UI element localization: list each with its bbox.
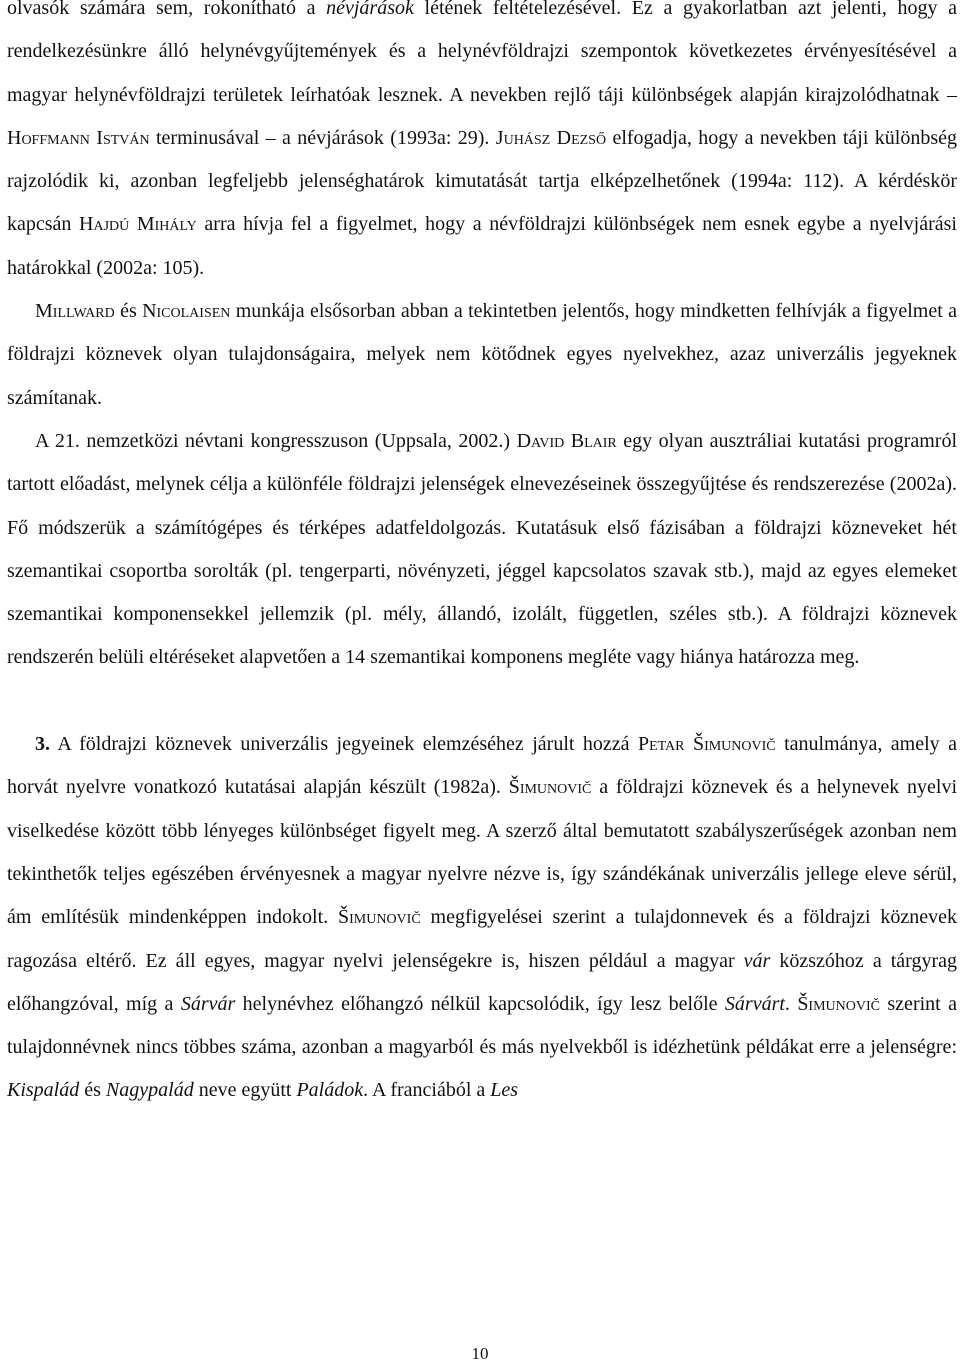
page-number: 10	[471, 1344, 489, 1363]
text-run: arra hívja fel a figyelmet, hogy a névföldrajzi különbségek nem esnek egybe a nyelvjárási határokkal (2002a: 105).	[7, 213, 957, 279]
author-name: Hajdú Mihály	[79, 213, 197, 236]
text-run: tanulmánya, amely a horvát nyelvre vonatkozó kutatásai alapján készült (1982a).	[7, 733, 957, 799]
author-name: Šimunovič	[508, 776, 592, 799]
text-run: olvasók számára sem, rokonítható a	[7, 0, 327, 19]
italic-term: Kispalád	[7, 1079, 80, 1102]
italic-term: Sárvárt	[724, 992, 785, 1015]
text-run: szerint a tulajdonnévnek nincs többes száma, azonban a magyarból és más nyelvekből is idézhetünk példákat erre a jelenségre:	[7, 992, 957, 1059]
author-name: David Blair	[516, 429, 617, 452]
author-name: Petar Šimunovič	[637, 733, 776, 756]
text-run: létének feltételezésével. Ez a gyakorlatban azt jelenti, hogy a rendelkezésünkre álló helynévgyűjtemények és a helynévföldrajzi szempontok következetes érvényesítésével a magyar helynévföldrajzi területek leírhatóak lesznek. A nevekben rejlő táji különbségek alapján kirajzolódhatnak –	[7, 0, 957, 106]
text-run: A földrajzi köznevek univerzális jegyeinek elemzéséhez járult hozzá	[50, 733, 638, 756]
italic-term: Les	[490, 1079, 519, 1102]
paragraph-2	[7, 290, 957, 420]
text-run: . A franciából a	[363, 1079, 491, 1102]
text-run: a földrajzi köznevek és a helynevek nyelvi viselkedése között több lényeges különbséget figyelt meg. A szerző által bemutatott szabályszerűségek azonban nem tekinthetők teljes egészében érvényesnek a magyar nyelvre nézve is, így szándékának univerzális jellege eleve sérül, ám említésük mindenképpen indokolt.	[7, 776, 957, 929]
text-run: A 21. nemzetközi névtani kongresszuson (Uppsala, 2002.)	[35, 429, 517, 452]
author-name: Juhász Dezső	[495, 126, 607, 149]
author-name: Šimunovič	[337, 906, 421, 929]
author-name: Nicolaisen	[142, 300, 231, 323]
italic-term: vár	[743, 949, 771, 972]
author-name: Millward	[35, 300, 115, 323]
text-run: egy olyan ausztráliai kutatási programról tartott előadást, melynek célja a különféle földrajzi jelenségek elnevezéseinek összegyűjtése és rendszerezése (2002a). Fő módszerük a számítógépes és térképes adatfeldolgozás. Kutatásuk első fázisában a földrajzi közneveket hét szemantikai csoportba sorolták (pl. tengerparti, növényzeti, jéggel kapcsolatos szavak stb.), majd az egyes elemeket szemantikai komponensekkel jellemzik (pl. mély, állandó, izolált, független, széles stb.). A földrajzi köznevek rendszerén belüli eltéréseket alapvetően a 14 szemantikai komponens megléte vagy hiánya határozza meg.	[7, 429, 957, 669]
author-name: Hoffmann István	[7, 126, 150, 149]
italic-term: Paládok	[296, 1079, 364, 1102]
text-run: megfigyelései szerint a tulajdonnevek és a földrajzi köznevek ragozása eltérő. Ez áll egyes, magyar nyelvi jelenségekre is, hiszen például a magyar	[7, 906, 957, 972]
paragraph-3	[7, 420, 957, 680]
text-run: neve együtt	[193, 1079, 297, 1102]
document-body	[7, 0, 957, 1113]
italic-term: Sárvár	[180, 992, 236, 1015]
section-number: 3.	[35, 733, 50, 756]
text-run: elfogadja, hogy a nevekben táji különbség rajzolódik ki, azonban legfeljebb jelenséghatárok kimutatását tartja elképzelhetőnek (1994a: 112). A kérdéskör kapcsán	[7, 126, 957, 236]
text-run: .	[784, 992, 798, 1015]
author-name: Šimunovič	[797, 992, 880, 1015]
text-run: és	[114, 300, 143, 323]
italic-term: Nagypalád	[105, 1079, 194, 1102]
text-run: munkája elsősorban abban a tekintetben jelentős, hogy mindketten felhívják a figyelmet a földrajzi köznevek olyan tulajdonságaira, melyek nem kötődnek egyes nyelvekhez, azaz univerzális jegyeknek számítanak.	[7, 300, 957, 409]
text-run: közszóhoz a tárgyrag előhangzóval, míg a	[7, 949, 958, 1015]
text-run: és	[79, 1079, 106, 1102]
italic-term: névjárások	[326, 0, 414, 19]
paragraph-1	[7, 0, 957, 290]
paragraph-spacer	[7, 680, 957, 723]
text-run: helynévhez előhangzó nélkül kapcsolódik, így lesz belőle	[235, 992, 725, 1015]
text-run: terminusával – a névjárások (1993a: 29).	[149, 126, 496, 149]
paragraph-4	[7, 723, 957, 1113]
